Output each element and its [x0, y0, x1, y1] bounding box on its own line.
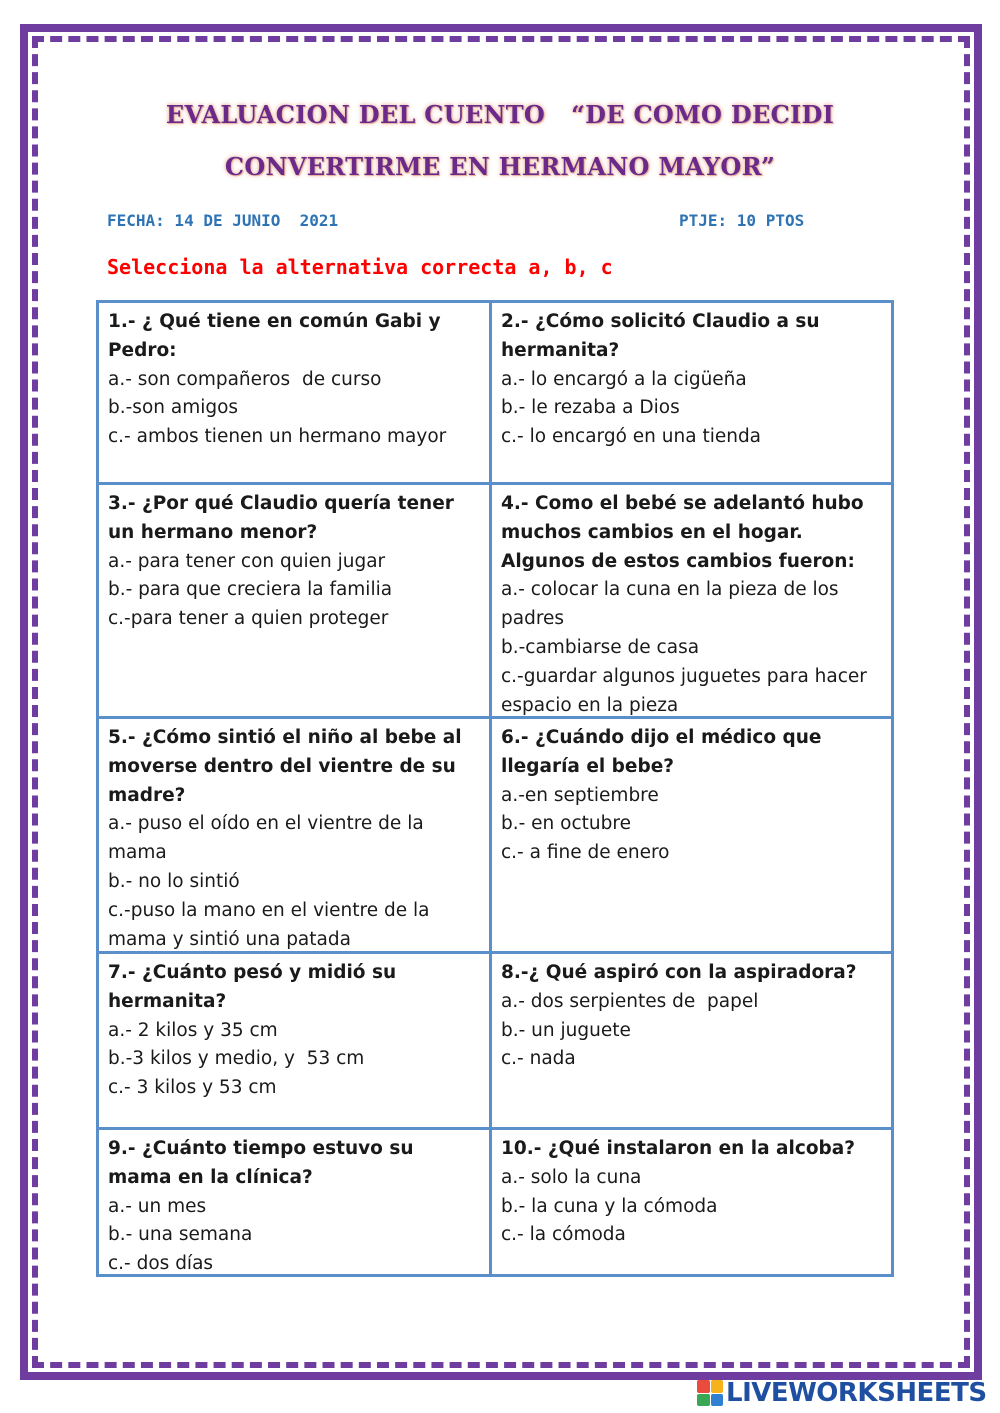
option-a[interactable]: a.- para tener con quien jugar [108, 550, 386, 572]
table-row [99, 716, 891, 951]
title-line-2: CONVERTIRME EN HERMANO MAYOR” [224, 152, 776, 181]
option-a[interactable]: a.- puso el oído en el vientre de la mama [108, 813, 430, 864]
option-c[interactable]: c.- 3 kilos y 53 cm [108, 1077, 277, 1099]
title-line-1: EVALUACION DEL CUENTO “DE COMO DECIDI [165, 100, 835, 129]
table-row [99, 951, 891, 1127]
question-cell-8 [489, 954, 891, 1127]
question-text: 8.-¿ Qué aspiró con la aspiradora? [501, 962, 857, 983]
question-text: 1.- ¿ Qué tiene en común Gabi y Pedro: [108, 311, 441, 361]
watermark-text: LIVEWORKSHEETS [726, 1378, 987, 1408]
option-a[interactable]: a.- solo la cuna [501, 1166, 642, 1188]
question-text: 6.- ¿Cuándo dijo el médico que llegaría el bebe? [501, 727, 822, 777]
liveworksheets-logo-icon [697, 1380, 723, 1406]
option-b[interactable]: b.- una semana [108, 1224, 253, 1246]
option-c[interactable]: c.-para tener a quien proteger [108, 608, 389, 630]
question-cell-5 [99, 719, 489, 951]
question-text: 4.- Como el bebé se adelantó hubo muchos cambios en el hogar. Algunos de estos cambios fueron: [501, 493, 864, 572]
question-cell-6 [489, 719, 891, 951]
option-c[interactable]: c.- dos días [108, 1253, 214, 1275]
option-b[interactable]: b.- no lo sintió [108, 870, 240, 892]
table-row [99, 1127, 891, 1274]
option-c[interactable]: c.- lo encargó en una tienda [501, 426, 762, 448]
question-text: 7.- ¿Cuánto pesó y midió su hermanita? [108, 962, 397, 1012]
option-c[interactable]: c.- la cómoda [501, 1224, 626, 1246]
question-text: 3.- ¿Por qué Claudio quería tener un hermano menor? [108, 493, 454, 543]
question-text: 9.- ¿Cuánto tiempo estuvo su mama en la clínica? [108, 1138, 414, 1188]
option-a[interactable]: a.- son compañeros de curso [108, 368, 382, 390]
date-label: FECHA: 14 DE JUNIO 2021 [107, 211, 339, 230]
option-b[interactable]: b.- para que creciera la familia [108, 579, 393, 601]
question-text: 10.- ¿Qué instalaron en la alcoba? [501, 1138, 856, 1159]
question-cell-1 [99, 303, 489, 482]
option-c[interactable]: c.- a fine de enero [501, 842, 670, 864]
question-cell-10 [489, 1130, 891, 1274]
option-a[interactable]: a.- colocar la cuna en la pieza de los padres [501, 579, 845, 630]
option-c[interactable]: c.- ambos tienen un hermano mayor [108, 426, 447, 448]
option-a[interactable]: a.-en septiembre [501, 784, 659, 806]
option-b[interactable]: b.- un juguete [501, 1019, 631, 1041]
option-b[interactable]: b.-3 kilos y medio, y 53 cm [108, 1048, 365, 1070]
option-a[interactable]: a.- 2 kilos y 35 cm [108, 1019, 278, 1041]
option-b[interactable]: b.-son amigos [108, 397, 239, 419]
question-cell-4 [489, 485, 891, 716]
option-a[interactable]: a.- un mes [108, 1195, 207, 1217]
score-label: PTJE: 10 PTOS [679, 211, 805, 230]
option-b[interactable]: b.-cambiarse de casa [501, 636, 700, 658]
option-a[interactable]: a.- lo encargó a la cigüeña [501, 368, 747, 390]
option-a[interactable]: a.- dos serpientes de papel [501, 990, 759, 1012]
question-text: 5.- ¿Cómo sintió el niño al bebe al moverse dentro del vientre de su madre? [108, 727, 462, 806]
option-c[interactable]: c.-guardar algunos juguetes para hacer espacio en la pieza [501, 665, 873, 716]
option-c[interactable]: c.-puso la mano en el vientre de la mama y sintió una patada [108, 899, 436, 950]
option-b[interactable]: b.- le rezaba a Dios [501, 397, 680, 419]
question-cell-2 [489, 303, 891, 482]
option-b[interactable]: b.- en octubre [501, 813, 631, 835]
instruction-text: Selecciona la alternativa correcta a, b, c [107, 255, 613, 279]
questions-table [96, 300, 894, 1277]
liveworksheets-watermark [697, 1378, 987, 1408]
question-cell-3 [99, 485, 489, 716]
option-b[interactable]: b.- la cuna y la cómoda [501, 1195, 718, 1217]
table-row [99, 303, 891, 482]
table-row [99, 482, 891, 716]
option-c[interactable]: c.- nada [501, 1048, 576, 1070]
question-cell-7 [99, 954, 489, 1127]
question-cell-9 [99, 1130, 489, 1274]
question-text: 2.- ¿Cómo solicitó Claudio a su hermanita? [501, 311, 820, 361]
